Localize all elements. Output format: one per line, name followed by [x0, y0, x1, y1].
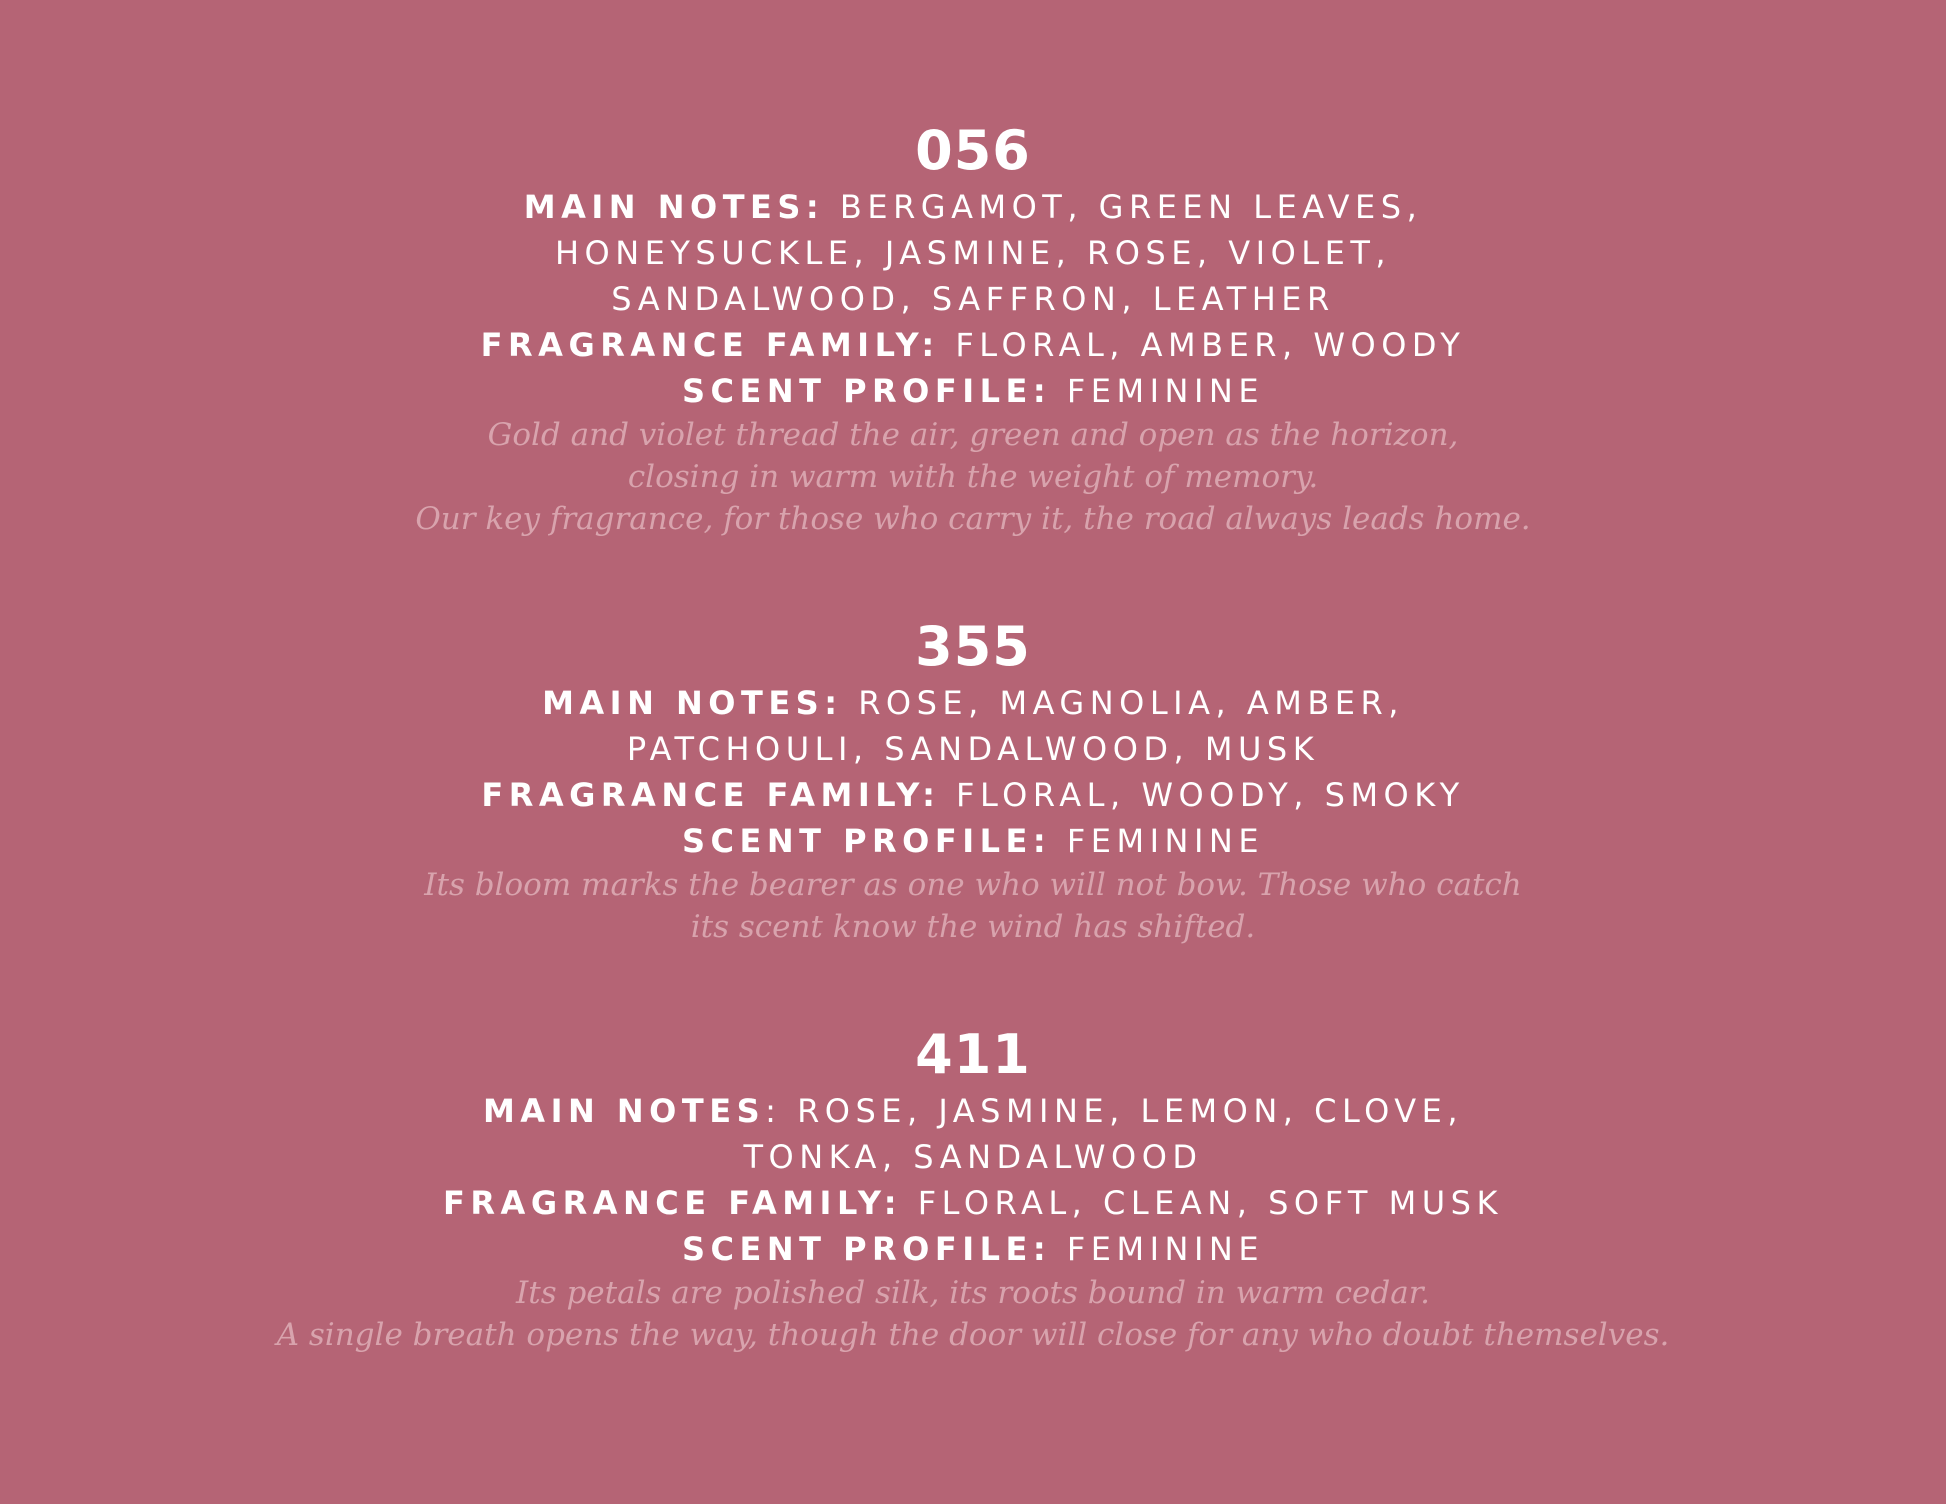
fragrance-code: 056	[915, 119, 1031, 182]
fragrance-family-value: FLORAL, WOODY, SMOKY	[956, 776, 1465, 814]
fragrance-code: 411	[915, 1023, 1031, 1086]
description-line-2: A single breath opens the way, though the door will close for any who doubt themselves.	[276, 1317, 1670, 1353]
scent-profile-value: FEMININE	[1066, 822, 1265, 860]
main-notes-line-2: PATCHOULI, SANDALWOOD, MUSK	[626, 730, 1320, 768]
main-notes-separator: :	[765, 1092, 782, 1130]
fragrance-family-label: FRAGRANCE FAMILY:	[481, 776, 941, 814]
scent-profile-line	[0, 1226, 1946, 1272]
fragrance-family-label: FRAGRANCE FAMILY:	[480, 326, 940, 364]
scent-profile-line	[0, 818, 1946, 864]
main-notes-value: ROSE, MAGNOLIA, AMBER,	[858, 684, 1404, 722]
description-line-2: its scent know the wind has shifted.	[690, 909, 1256, 945]
main-notes-label: MAIN NOTES	[482, 1092, 766, 1130]
main-notes-value: ROSE, JASMINE, LEMON, CLOVE,	[797, 1092, 1464, 1130]
main-notes-label: MAIN NOTES:	[523, 188, 825, 226]
fragrance-family-value: FLORAL, CLEAN, SOFT MUSK	[917, 1184, 1503, 1222]
fragrance-family-line	[0, 772, 1946, 818]
main-notes-line-3: SANDALWOOD, SAFFRON, LEATHER	[611, 280, 1335, 318]
scent-profile-line	[0, 368, 1946, 414]
description-line-1: Gold and violet thread the air, green and open as the horizon,	[487, 417, 1459, 453]
main-notes-line-2: TONKA, SANDALWOOD	[743, 1138, 1203, 1176]
scent-profile-label: SCENT PROFILE:	[681, 372, 1052, 410]
fragrance-code: 355	[915, 615, 1031, 678]
fragrance-family-line	[0, 1180, 1946, 1226]
main-notes-label: MAIN NOTES:	[542, 684, 843, 722]
scent-profile-value: FEMININE	[1066, 372, 1265, 410]
description-line-1: Its petals are polished silk, its roots bound in warm cedar.	[515, 1275, 1430, 1311]
fragrance-family-label: FRAGRANCE FAMILY:	[443, 1184, 903, 1222]
scent-profile-value: FEMININE	[1066, 1230, 1265, 1268]
fragrance-section-056	[0, 118, 1946, 540]
fragrance-family-value: FLORAL, AMBER, WOODY	[955, 326, 1466, 364]
main-notes-line-1	[0, 1088, 1946, 1134]
description-line-1: Its bloom marks the bearer as one who will not bow. Those who catch	[424, 867, 1522, 903]
fragrance-family-line	[0, 322, 1946, 368]
main-notes-line-1	[0, 184, 1946, 230]
main-notes-line-2: HONEYSUCKLE, JASMINE, ROSE, VIOLET,	[554, 234, 1392, 272]
description-line-2: closing in warm with the weight of memory.	[627, 459, 1319, 495]
scent-profile-label: SCENT PROFILE:	[681, 822, 1052, 860]
scent-profile-label: SCENT PROFILE:	[681, 1230, 1052, 1268]
description-line-3: Our key fragrance, for those who carry it, the road always leads home.	[415, 501, 1531, 537]
main-notes-line-1	[0, 680, 1946, 726]
main-notes-value: BERGAMOT, GREEN LEAVES,	[839, 188, 1423, 226]
fragrance-section-355	[0, 614, 1946, 948]
fragrance-section-411	[0, 1022, 1946, 1356]
